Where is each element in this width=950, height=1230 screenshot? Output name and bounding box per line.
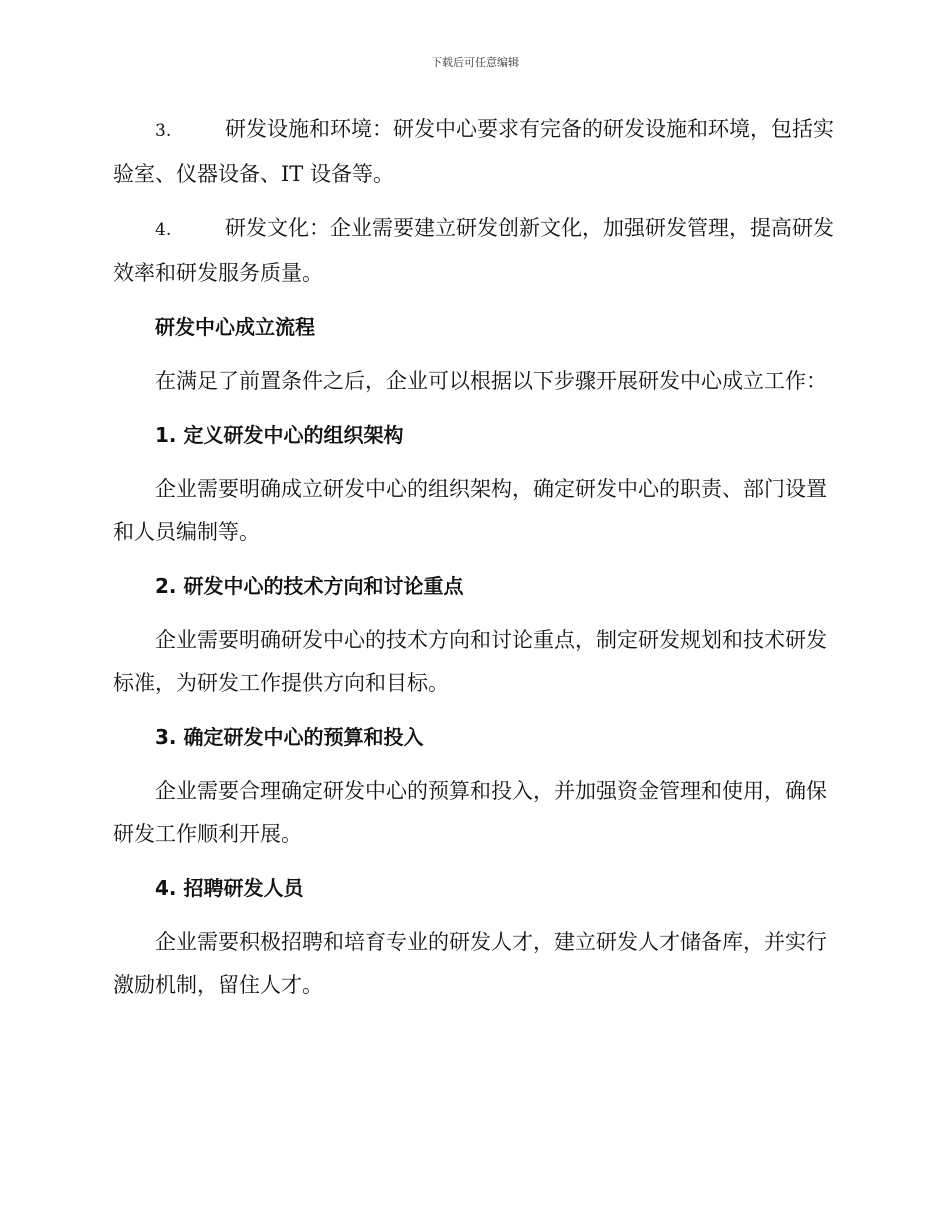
page-header: 下载后可任意编辑 bbox=[431, 56, 519, 69]
step-2-text: 企业需要明确研发中心的技术方向和讨论重点，制定研发规划和技术研发标准，为研发工作提供方向和目标。 bbox=[113, 628, 827, 695]
list-item-text: 研发设施和环境：研发中心要求有完备的研发设施和环境，包括实验室、仪器设备、IT 设备等。 bbox=[113, 117, 834, 186]
step-3-title: 3. 确定研发中心的预算和投入 bbox=[155, 725, 424, 749]
step-4-text: 企业需要积极招聘和培育专业的研发人才，建立研发人才储备库，并实行激励机制，留住人才。 bbox=[113, 930, 827, 997]
document-body bbox=[113, 108, 835, 1018]
list-item-text: 研发文化：企业需要建立研发创新文化，加强研发管理，提高研发效率和研发服务质量。 bbox=[113, 216, 834, 285]
intro-paragraph: 在满足了前置条件之后，企业可以根据以下步骤开展研发中心成立工作： bbox=[155, 369, 827, 393]
step-2-title: 2. 研发中心的技术方向和讨论重点 bbox=[155, 574, 464, 598]
step-1-title: 1. 定义研发中心的组织架构 bbox=[155, 423, 404, 447]
step-1-text: 企业需要明确成立研发中心的组织架构，确定研发中心的职责、部门设置和人员编制等。 bbox=[113, 477, 827, 544]
step-4-title: 4. 招聘研发人员 bbox=[155, 876, 304, 900]
step-3-text: 企业需要合理确定研发中心的预算和投入，并加强资金管理和使用，确保研发工作顺利开展。 bbox=[113, 779, 827, 846]
section-title: 研发中心成立流程 bbox=[155, 315, 315, 339]
list-item-number: 3. bbox=[155, 121, 172, 141]
list-item-3 bbox=[113, 108, 835, 196]
list-item-number: 4. bbox=[155, 220, 172, 240]
list-item-4 bbox=[113, 207, 835, 295]
